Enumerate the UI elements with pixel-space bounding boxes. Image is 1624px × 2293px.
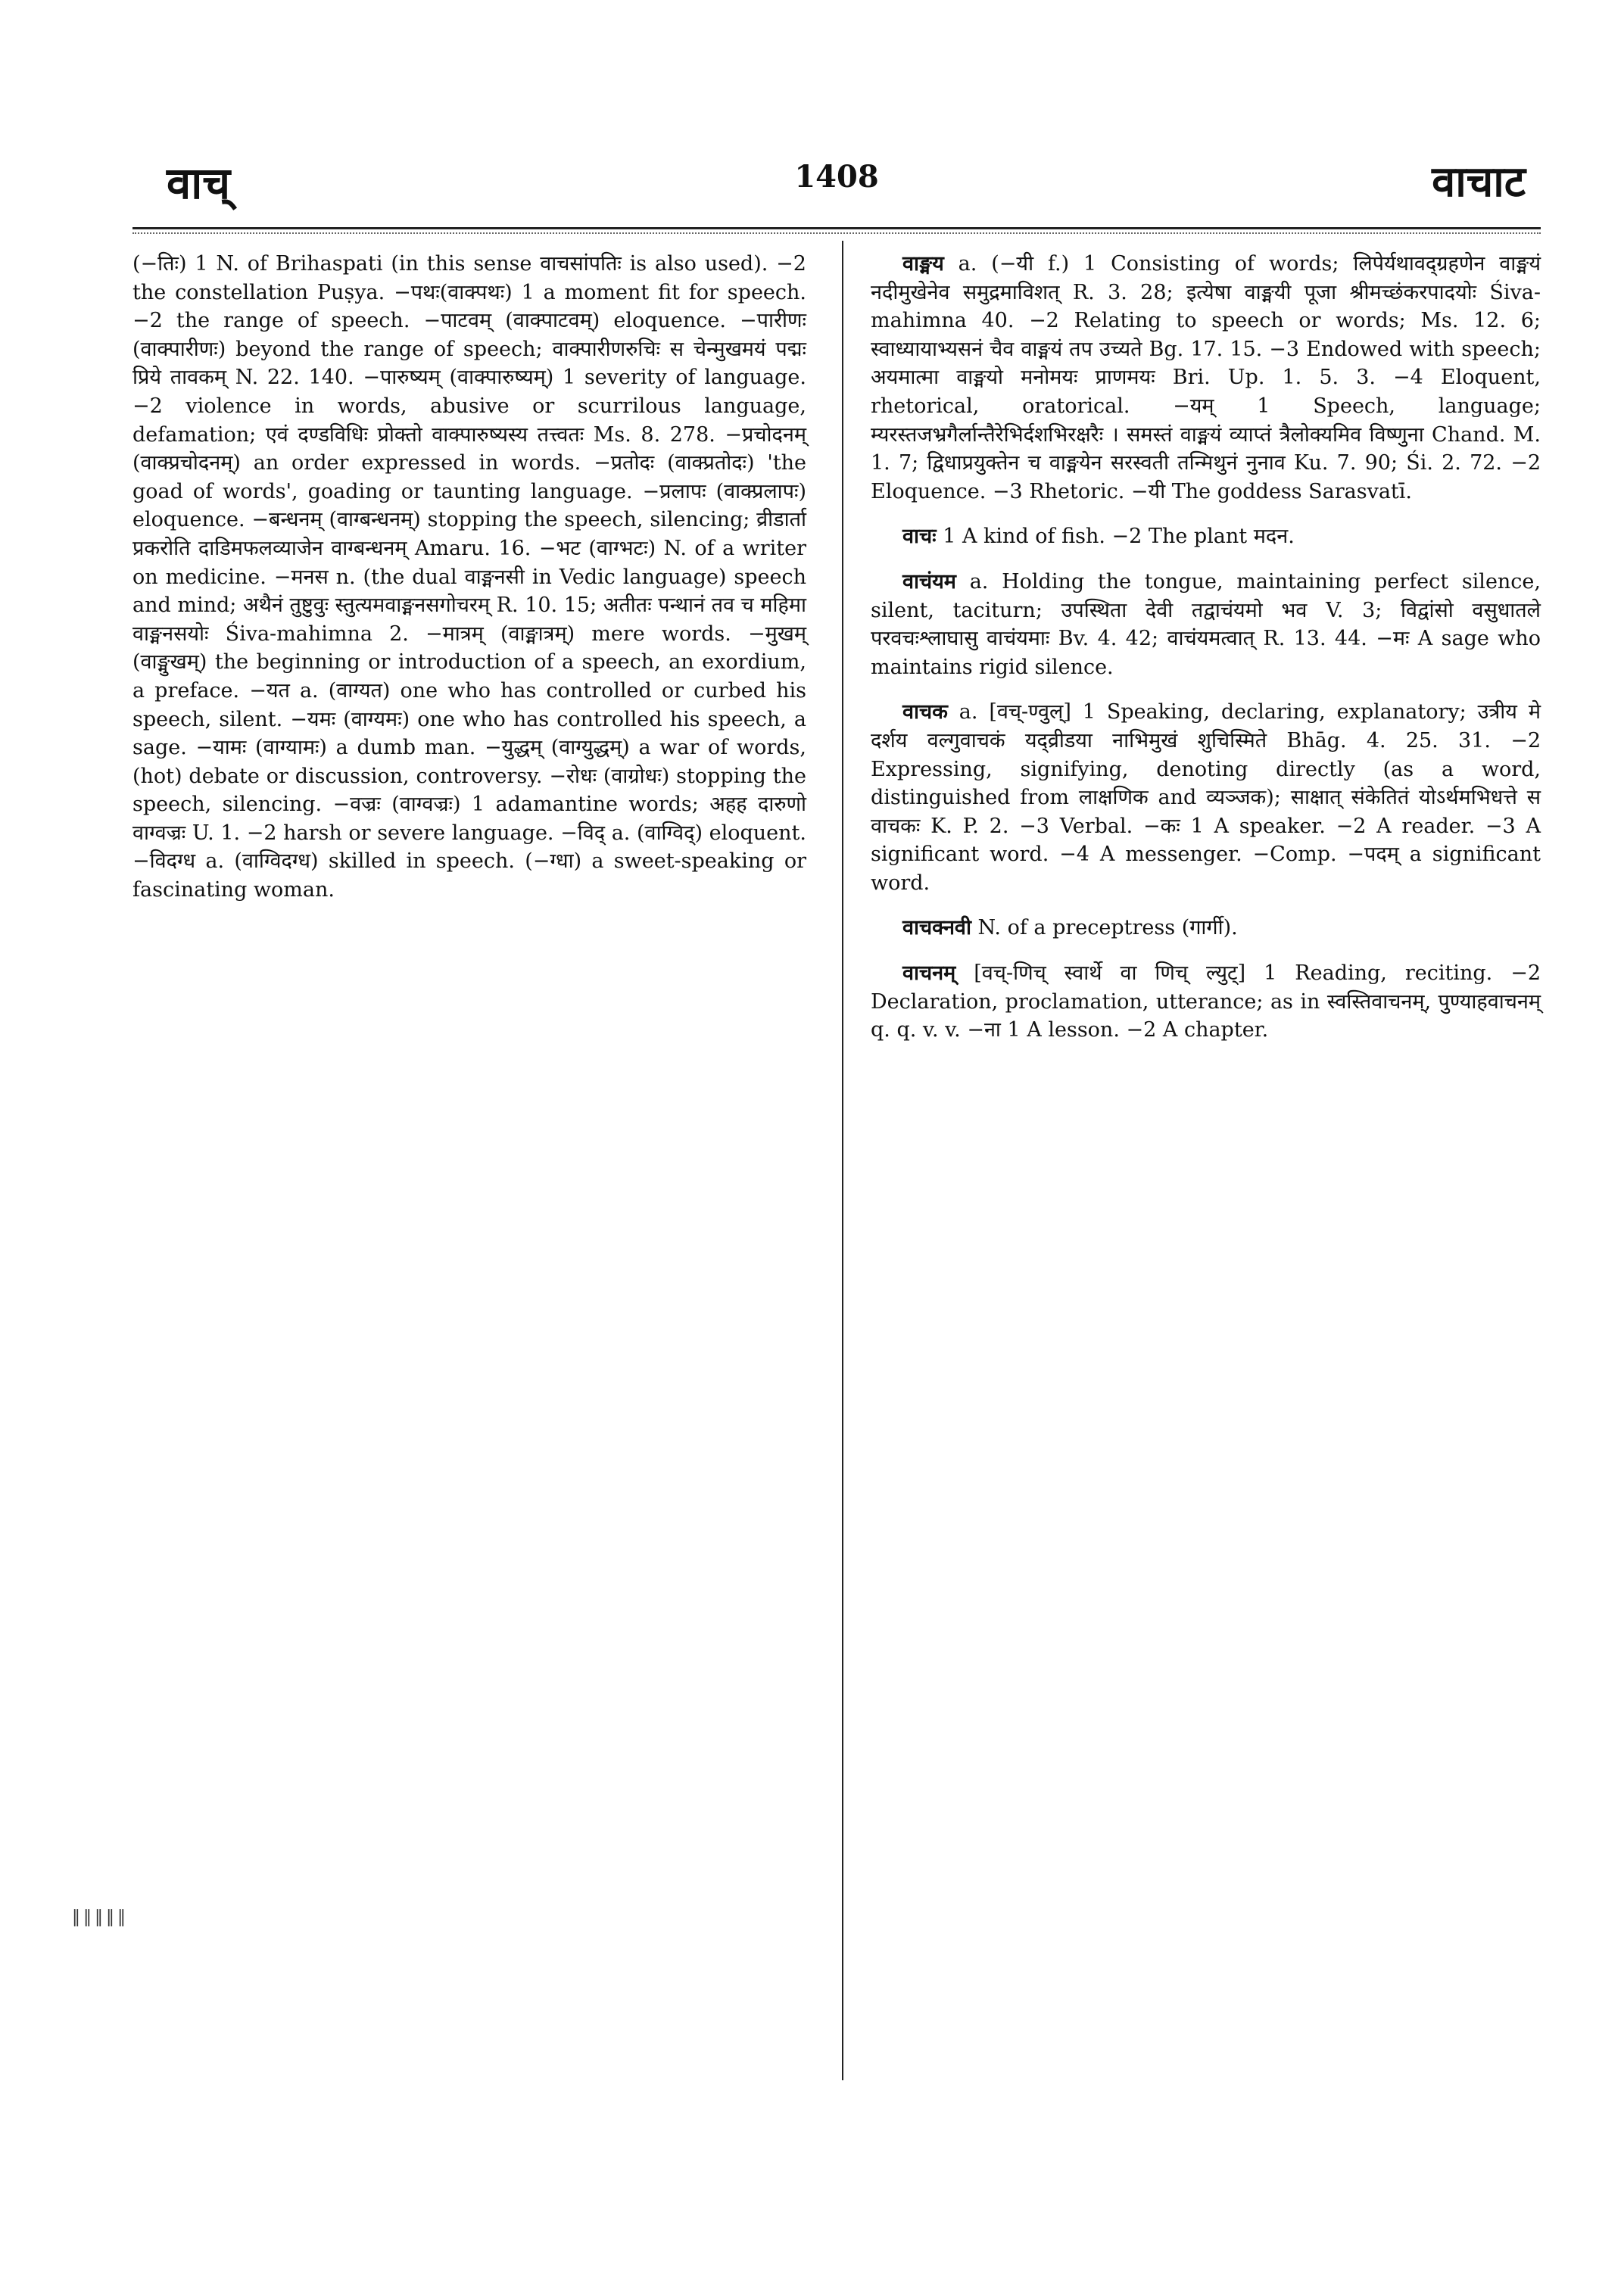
left-running-headword: वाच्	[167, 157, 231, 209]
entry-headword: वाचंयम	[902, 569, 956, 594]
dictionary-entry	[871, 250, 1541, 506]
left-column	[132, 250, 806, 905]
header-dotted-rule	[132, 232, 1541, 234]
dictionary-entry	[871, 698, 1541, 897]
entry-body: N. of a preceptress (गार्गी).	[977, 916, 1238, 940]
entry-headword: वाङ्मय	[902, 252, 944, 276]
entry-body: (−तिः) 1 N. of Brihaspati (in this sense वाचसांपतिः is also used). −2 the constellation Puṣya. −पथः(वाक्पथः) 1 a moment fit for speech. −2 the range of speech. −पाटवम् (वाक्पाटवम्) eloquence. −पारीणः (वाक्पारीणः) beyond the range of speech; वाक्पारीणरुचिः स चेन्मुखमयं पद्मः प्रिये तावकम् N. 22. 140. −पारुष्यम् (वाक्पारुष्यम्) 1 severity of language. −2 violence in words, abusive or scurrilous language, defamation; एवं दण्डविधिः प्रोक्तो वाक्पारुष्यस्य तत्त्वतः Ms. 8. 278. −प्रचोदनम् (वाक्प्रचोदनम्) an order expressed in words. −प्रतोदः (वाक्प्रतोदः) 'the goad of words', goading or taunting language. −प्रलापः (वाक्प्रलापः) eloquence. −बन्धनम् (वाग्बन्धनम्) stopping the speech, silencing; व्रीडार्ता प्रकरोति दाडिमफलव्याजेन वाग्बन्धनम् Amaru. 16. −भट (वाग्भटः) N. of a writer on medicine. −मनस n. (the dual वाङ्मनसी in Vedic language) speech and mind; अथैनं तुष्टुवुः स्तुत्यमवाङ्मनसगोचरम् R. 10. 15; अतीतः पन्थानं तव च महिमा वाङ्मनसयोः Śiva-mahimna 2. −मात्रम् (वाङ्मात्रम्) mere words. −मुखम् (वाङ्मुखम्) the beginning or introduction of a speech, an exordium, a preface. −यत a. (वाग्यत) one who has controlled or curbed his speech, silent. −यमः (वाग्यमः) one who has controlled his speech, a sage. −यामः (वाग्यामः) a dumb man. −युद्धम् (वाग्युद्धम्) a war of words, (hot) debate or discussion, controversy. −रोधः (वाग्रोधः) stopping the speech, silencing. −वज्रः (वाग्वज्रः) 1 adamantine words; अहह दारुणो वाग्वज्रः U. 1. −2 harsh or severe language. −विद् a. (वाग्विद्) eloquent. −विदग्ध a. (वाग्विदग्ध) skilled in speech. (−ग्धा) a sweet-speaking or fascinating woman.	[132, 252, 806, 902]
page-header	[132, 151, 1541, 220]
entry-headword: वाचक	[902, 700, 948, 724]
page-number: 1408	[794, 159, 879, 195]
entry-body: a. (−यी f.) 1 Consisting of words; लिपेर्यथावद्ग्रहणेन वाङ्मयं नदीमुखेनेव समुद्रमाविशत् R. 3. 28; इत्येषा वाङ्मयी पूजा श्रीमच्छंकरपादयोः Śiva-mahimna 40. −2 Relating to speech or words; Ms. 12. 6; स्वाध्यायाभ्यसनं चैव वाङ्मयं तप उच्यते Bg. 17. 15. −3 Endowed with speech; अयमात्मा वाङ्मयो मनोमयः प्राणमयः Bri. Up. 1. 5. 3. −4 Eloquent, rhetorical, oratorical. −यम् 1 Speech, language; म्यरस्तजभ्रगैर्लान्तैरेभिर्दशभिरक्षरैः । समस्तं वाङ्मयं व्याप्तं त्रैलोक्यमिव विष्णुना Chand. M. 1. 7; द्विधाप्रयुक्तेन च वाङ्मयेन सरस्वती तन्मिथुनं नुनाव Ku. 7. 90; Śi. 2. 72. −2 Eloquence. −3 Rhetoric. −यी The goddess Sarasvatī.	[871, 252, 1541, 503]
margin-mark: ‖‖‖‖‖	[72, 1908, 129, 1927]
entry-headword: वाचनम्	[902, 961, 956, 986]
right-column	[871, 250, 1541, 1061]
entry-body: 1 A kind of fish. −2 The plant मदन.	[943, 525, 1295, 549]
entry-headword: वाचः	[902, 525, 937, 549]
right-running-headword: वाचाट	[1432, 157, 1526, 207]
dictionary-entry	[132, 250, 806, 905]
dictionary-entry	[871, 522, 1541, 551]
entry-body: a. Holding the tongue, maintaining perfect silence, silent, taciturn; उपस्थिता देवी तद्वाचंयमो भव V. 3; विद्वांसो वसुधातले परवचःश्लाघासु वाचंयमाः Bv. 4. 42; वाचंयमत्वात् R. 13. 44. −मः A sage who maintains rigid silence.	[871, 569, 1541, 679]
dictionary-entry	[871, 914, 1541, 942]
header-rule	[132, 227, 1541, 229]
dictionary-entry	[871, 959, 1541, 1045]
entry-body: a. [वच्-ण्वुल्] 1 Speaking, declaring, explanatory; उत्रीय मे दर्शय वल्गुवाचकं यद्व्रीडया नाभिमुखं शुचिस्मिते Bhāg. 4. 25. 31. −2 Expressing, signifying, denoting directly (as a word, distinguished from लाक्षणिक and व्यञ्जक); साक्षात् संकेतितं योऽर्थमभिधत्ते स वाचकः K. P. 2. −3 Verbal. −कः 1 A speaker. −2 A reader. −3 A significant word. −4 A messenger. −Comp. −पदम् a significant word.	[871, 700, 1541, 895]
entry-headword: वाचक्नवी	[902, 916, 971, 940]
column-divider	[842, 241, 843, 2080]
dictionary-entry	[871, 568, 1541, 681]
entry-body: [वच्-णिच् स्वार्थे वा णिच् ल्युट्] 1 Reading, reciting. −2 Declaration, proclamation, utterance; as in स्वस्तिवाचनम्, पुण्याहवाचनम् q. q. v. v. −ना 1 A lesson. −2 A chapter.	[871, 961, 1541, 1042]
